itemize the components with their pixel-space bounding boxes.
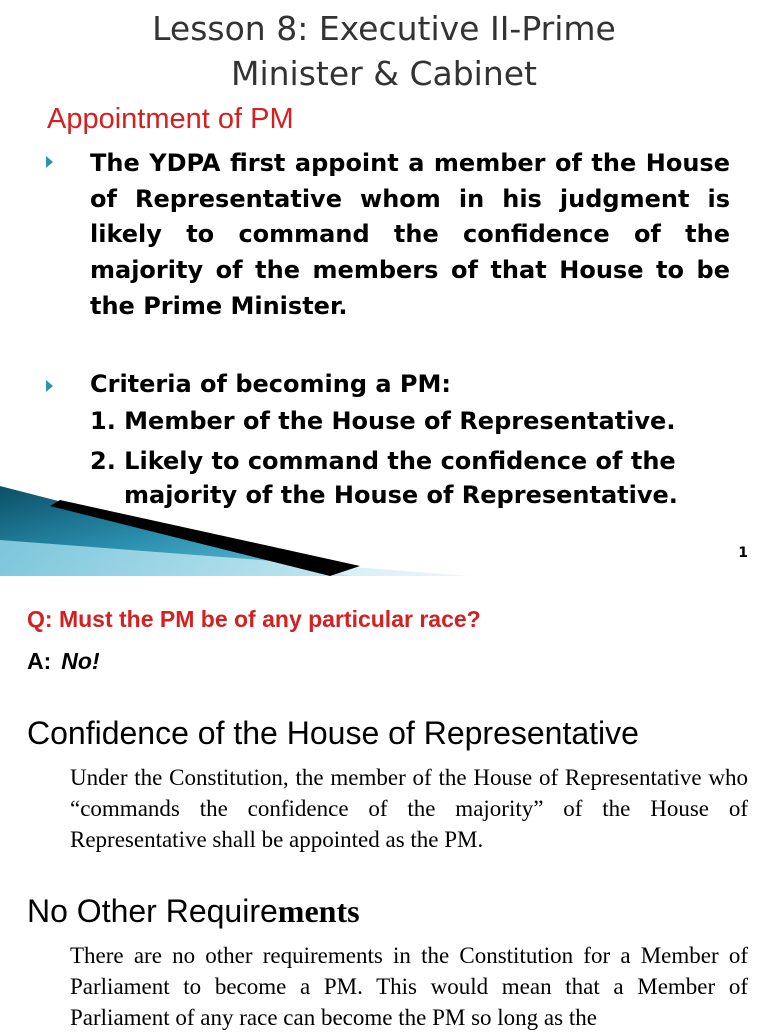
slide-decoration [0,470,480,576]
heading-part-a: No Other Require [27,893,278,929]
triangle-bullet-icon [46,156,53,168]
heading-part-b: ments [277,893,360,929]
answer-label: A: [27,648,52,674]
answer-text: No! [61,648,100,674]
slide-subheading: Appointment of PM [47,103,294,135]
criteria-item-2: 2. Likely to command the confidence of the [90,447,676,475]
slide-title-line-1: Lesson 8: Executive II-Prime [152,9,616,48]
question: Q: Must the PM be of any particular race? [27,606,481,632]
criteria-heading: Criteria of becoming a PM: [90,370,451,398]
slide-title-line-2: Minister & Cabinet [231,54,537,93]
bullet-1 [46,146,730,325]
answer [27,648,100,675]
section-confidence-text: Under the Constitution, the member of the House of Representative who “commands the confidence of the majority” of the House of Representative shall be appointed as the PM. [70,765,748,852]
criteria-item-2-continued: majority of the House of Representative. [124,481,678,509]
section-no-other-requirements-text: There are no other requirements in the Constitution for a Member of Parliament to become a PM. This would mean that a Member of Parliament of any race can become the PM so long as the [70,943,748,1030]
triangle-bullet-icon [46,380,53,392]
criteria-item-1: 1. Member of the House of Representative. [90,407,676,435]
page-number: 1 [738,545,748,561]
bullet-1-text: The YDPA first appoint a member of the House of Representative whom in his judgment is likely to command the confidence of the majority of the members of that House to be the Prime Minister. [90,149,730,320]
section-confidence-heading: Confidence of the House of Representative [27,715,639,751]
slide-title [0,6,768,96]
section-no-other-requirements-heading [27,893,360,930]
